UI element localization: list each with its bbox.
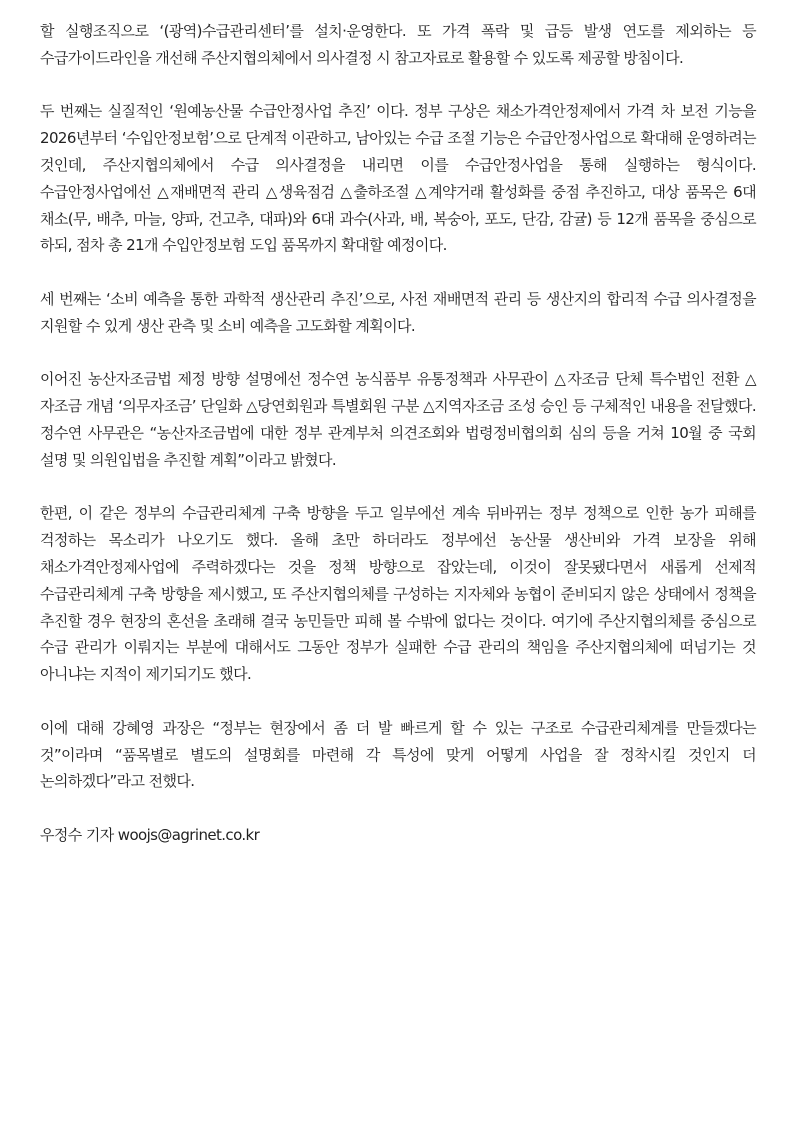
author-byline: 우정수 기자 woojs@agrinet.co.kr <box>40 825 260 844</box>
article-paragraph-3: 세 번째는 ‘소비 예측을 통한 과학적 생산관리 추진’으로, 사전 재배면적 관리 등 생산지의 합리적 수급 의사결정을 지원할 수 있게 생산 관측 및 소비 예측을 고도화할 계획이다. <box>40 289 756 335</box>
article-paragraph-5: 한편, 이 같은 정부의 수급관리체계 구축 방향을 두고 일부에선 계속 뒤바뀌는 정부 정책으로 인한 농가 피해를 걱정하는 목소리가 나오기도 했다. 올해 초만 하더라도 정부에선 농산물 생산비와 가격 보장을 위해 채소가격안정제사업에 주력하겠다는 것을 정책 방향으로 잡았는데, 이것이 잘못됐다면서 새롭게 선제적 수급관리체계 구축 방향을 제시했고, 또 주산지협의체를 구성하는 지자체와 농협이 준비되지 않은 상태에서 정책을 추진할 경우 현장의 혼선을 초래해 결국 농민들만 피해 볼 수밖에 없다는 것이다. 여기에 주산지협의체를 중심으로 수급 관리가 이뤄지는 부분에 대해서도 그동안 정부가 실패한 수급 관리의 책임을 주산지협의체에 떠넘기는 것 아니냐는 지적이 제기되기도 했다. <box>40 504 756 684</box>
article-body <box>40 18 756 849</box>
article-paragraph-6: 이에 대해 강혜영 과장은 “정부는 현장에서 좀 더 발 빠르게 할 수 있는 구조로 수급관리체계를 만들겠다는 것”이라며 “품목별로 별도의 설명회를 마련해 각 특성에 맞게 어떻게 사업을 잘 정착시킬 것인지 더 논의하겠다”라고 전했다. <box>40 718 756 791</box>
article-paragraph-4: 이어진 농산자조금법 제정 방향 설명에선 정수연 농식품부 유통정책과 사무관이 △자조금 단체 특수법인 전환 △자조금 개념 ‘의무자조금’ 단일화 △당연회원과 특별회원 구분 △지역자조금 조성 승인 등 구체적인 내용을 전달했다. 정수연 사무관은 “농산자조금법에 대한 정부 관계부처 의견조회와 법령정비협의회 심의 등을 거쳐 10월 중 국회 설명 및 의원입법을 추진할 계획”이라고 밝혔다. <box>40 370 756 469</box>
article-paragraph-1: 할 실행조직으로 ‘(광역)수급관리센터’를 설치·운영한다. 또 가격 폭락 및 급등 발생 연도를 제외하는 등 수급가이드라인을 개선해 주산지협의체에서 의사결정 시 참고자료로 활용할 수 있도록 제공할 방침이다. <box>40 22 756 67</box>
article-paragraph-2: 두 번째는 실질적인 ‘원예농산물 수급안정사업 추진’ 이다. 정부 구상은 채소가격안정제에서 가격 차 보전 기능을 2026년부터 ‘수입안정보험’으로 단계적 이관하고, 남아있는 수급 조절 기능은 수급안정사업으로 확대해 운영하려는 것인데, 주산지협의체에서 수급 의사결정을 내리면 이를 수급안정사업을 통해 실행하는 형식이다. 수급안정사업에선 △재배면적 관리 △생육점검 △출하조절 △계약거래 활성화를 중점 추진하고, 대상 품목은 6대 채소(무, 배추, 마늘, 양파, 건고추, 대파)와 6대 과수(사과, 배, 복숭아, 포도, 단감, 감귤) 등 12개 품목을 중심으로 하되, 점차 총 21개 수입안정보험 도입 품목까지 확대할 예정이다. <box>40 102 757 255</box>
